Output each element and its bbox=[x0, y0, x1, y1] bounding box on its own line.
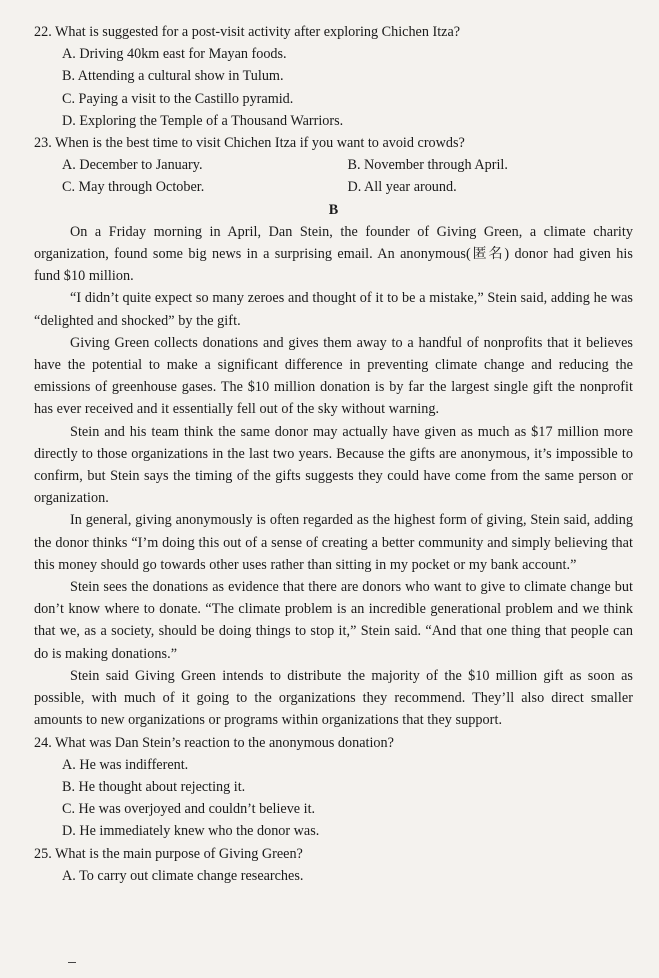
page-edge-mark bbox=[68, 962, 76, 963]
option-d: D. All year around. bbox=[347, 179, 457, 196]
question-stem: 23. When is the best time to visit Chichen Itza if you want to avoid crowds? bbox=[34, 135, 465, 152]
options-row bbox=[34, 154, 633, 176]
passage-paragraph: Giving Green collects donations and gives them away to a handful of nonprofits that it believes have the potential to make a significant difference in preventing climate change and reducing the emissions of greenhouse gases. The $10 million donation is by far the largest single gift the nonprofit has ever received and it essentially fell out of the sky without warning. bbox=[34, 334, 633, 418]
option-a: A. Driving 40km east for Mayan foods. bbox=[62, 46, 287, 63]
options-row bbox=[34, 176, 633, 198]
question-stem: 25. What is the main purpose of Giving Green? bbox=[34, 845, 303, 862]
passage-paragraph: Stein sees the donations as evidence that there are donors who want to give to climate change but don’t know where to donate. “The climate problem is an incredible generational problem and we think that we, as a society, should be doing things to stop it,” Stein said. “And that one thing that people can do is making donations.” bbox=[34, 579, 633, 662]
option-c: C. May through October. bbox=[62, 179, 205, 196]
question-22 bbox=[34, 21, 633, 132]
option-c: C. He was overjoyed and couldn’t believe it. bbox=[62, 801, 316, 818]
option-a: A. He was indifferent. bbox=[62, 756, 189, 773]
passage-paragraph: On a Friday morning in April, Dan Stein, the founder of Giving Green, a climate charity organization, found some big news in a surprising email. An anonymous(匿名) donor had given his fund $10 million. bbox=[34, 223, 633, 285]
passage-paragraph: “I didn’t quite expect so many zeroes and thought of it to be a mistake,” Stein said, adding he was “delighted and shocked” by the gift. bbox=[34, 290, 633, 329]
option-a: A. December to January. bbox=[62, 157, 203, 174]
option-b: B. November through April. bbox=[347, 157, 508, 174]
question-stem: 22. What is suggested for a post-visit activity after exploring Chichen Itza? bbox=[34, 24, 461, 40]
question-stem: 24. What was Dan Stein’s reaction to the anonymous donation? bbox=[34, 734, 394, 751]
passage bbox=[34, 221, 633, 732]
question-25 bbox=[34, 843, 633, 887]
passage-paragraph: Stein said Giving Green intends to distribute the majority of the $10 million gift as soon as possible, with much of it going to the organizations they recommend. They’ll also direct smaller amounts to new organizations or programs within organizations that they support. bbox=[34, 667, 633, 729]
passage-paragraph: Stein and his team think the same donor may actually have given as much as $17 million more directly to those organizations in the last two years. Because the gifts are anonymous, it’s impossible to confirm, but Stein says the timing of the gifts suggests they could have come from the same person or organization. bbox=[34, 423, 633, 507]
option-d: D. Exploring the Temple of a Thousand Warriors. bbox=[62, 112, 344, 129]
option-b: B. Attending a cultural show in Tulum. bbox=[62, 68, 284, 85]
option-b: B. He thought about rejecting it. bbox=[62, 778, 246, 795]
question-24 bbox=[34, 732, 633, 843]
option-a: A. To carry out climate change researches. bbox=[62, 867, 304, 884]
section-label: B bbox=[328, 201, 339, 218]
option-d: D. He immediately knew who the donor was. bbox=[62, 823, 320, 840]
passage-paragraph: In general, giving anonymously is often regarded as the highest form of giving, Stein said, adding the donor thinks “I’m doing this out of a sense of creating a better community and simply believing that this money should go towards other uses rather than sitting in my pocket or my bank account.” bbox=[34, 512, 633, 573]
option-c: C. Paying a visit to the Castillo pyramid. bbox=[62, 90, 294, 107]
question-23 bbox=[34, 132, 633, 199]
